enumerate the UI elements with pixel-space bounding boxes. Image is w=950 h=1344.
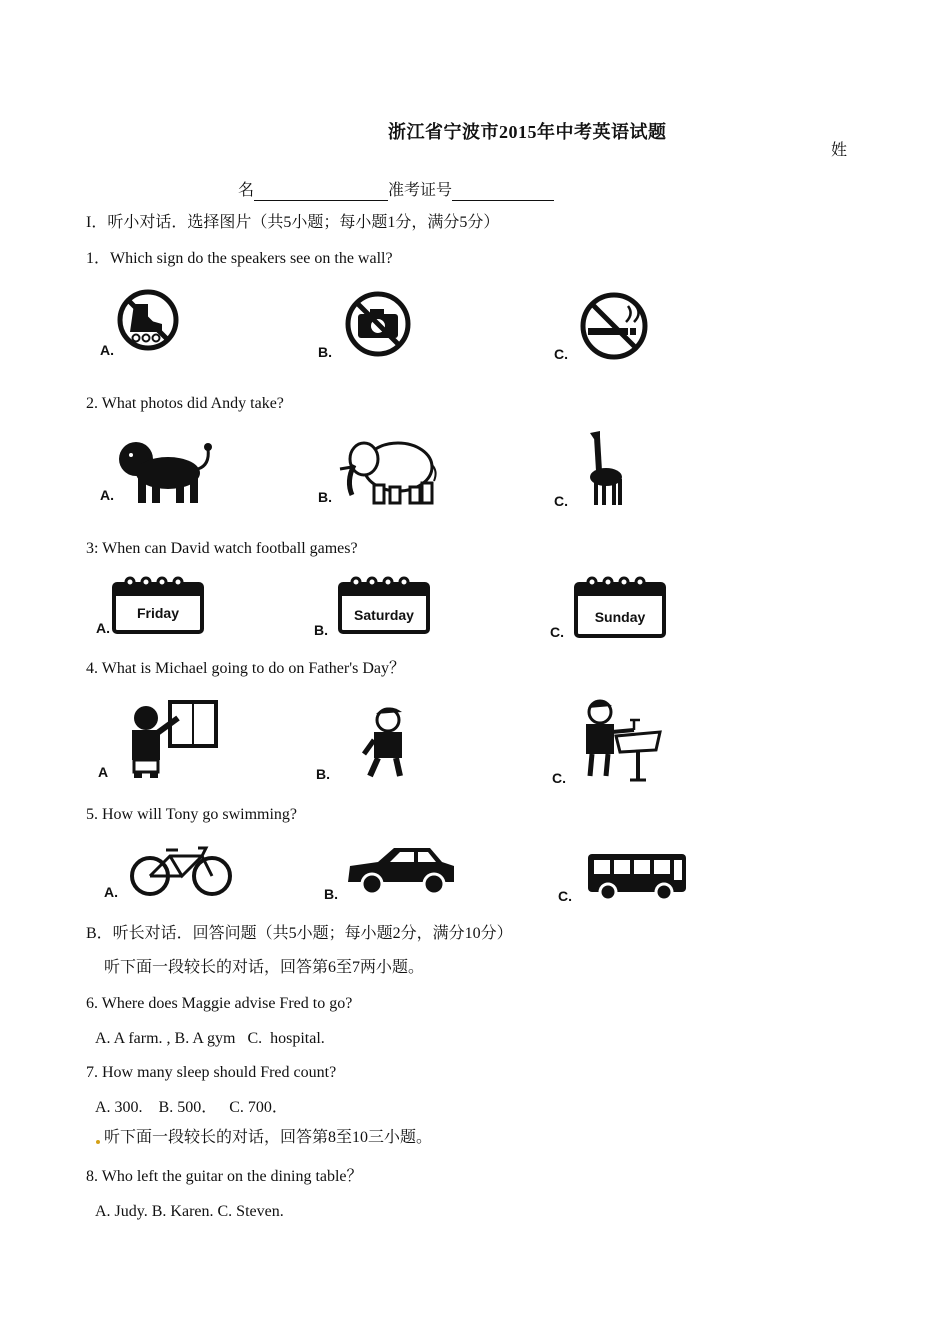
part1-heading: I．听小对话．选择图片（共5小题；每小题1分，满分5分） xyxy=(86,214,500,231)
calendar-friday-text: Friday xyxy=(136,605,180,621)
no-roller-skating-sign-icon xyxy=(86,278,276,368)
exam-id-label: 准考证号 xyxy=(388,182,453,199)
page-title: 浙江省宁波市2015年中考英语试题 xyxy=(388,122,667,142)
part2-heading: B．听长对话．回答问题（共5小题；每小题2分，满分10分） xyxy=(86,925,513,942)
calendar-friday-icon xyxy=(86,570,276,660)
q3-option-c-image[interactable] xyxy=(548,570,738,660)
q3-option-b-label: B. xyxy=(314,622,328,638)
surname-label: 姓 xyxy=(831,142,848,159)
no-camera-sign-icon xyxy=(318,278,508,368)
q2-option-c-image[interactable] xyxy=(554,425,744,515)
question-8: 8. Who left the guitar on the dining table？ xyxy=(86,1168,363,1185)
q2-option-a-label: A. xyxy=(100,487,114,503)
q3-option-c-label: C. xyxy=(550,624,564,640)
question-1: 1．Which sign do the speakers see on the wall? xyxy=(86,250,393,267)
name-blank[interactable] xyxy=(254,184,388,201)
q4-option-b-label: B. xyxy=(316,766,330,782)
question-6: 6. Where does Maggie advise Fred to go? xyxy=(86,995,353,1012)
calendar-sunday-icon xyxy=(548,570,738,660)
q1-option-b-label: B. xyxy=(318,344,332,360)
bus-icon xyxy=(558,838,748,908)
q1-option-b-image[interactable] xyxy=(318,278,508,368)
q2-option-c-label: C. xyxy=(554,493,568,509)
q1-option-c-image[interactable] xyxy=(554,278,744,368)
calendar-saturday-text: Saturday xyxy=(354,607,414,623)
q5-option-c-label: C. xyxy=(558,888,572,904)
q5-option-a-label: A. xyxy=(104,884,118,900)
question-7-options: A. 300. B. 500． C. 700． xyxy=(95,1099,288,1116)
q2-option-a-image[interactable] xyxy=(86,425,276,515)
q2-option-b-label: B. xyxy=(318,489,332,505)
name-field-row xyxy=(238,181,554,201)
giraffe-icon xyxy=(554,425,744,515)
q3-option-a-label: A. xyxy=(96,620,110,636)
exam-id-blank[interactable] xyxy=(452,184,554,201)
q5-option-b-label: B. xyxy=(324,886,338,902)
q5-option-a-image[interactable] xyxy=(86,838,276,928)
accent-dot xyxy=(96,1140,100,1144)
q1-option-a-image[interactable] xyxy=(86,278,276,368)
q4-option-c-label: C. xyxy=(552,770,566,786)
boy-playing-icon xyxy=(316,690,506,790)
question-5: 5. How will Tony go swimming? xyxy=(86,806,298,823)
q5-option-b-image[interactable] xyxy=(322,838,512,928)
q2-option-b-image[interactable] xyxy=(318,425,508,515)
calendar-saturday-icon xyxy=(312,570,502,660)
car-icon xyxy=(322,838,512,908)
q5-option-c-image[interactable] xyxy=(558,838,748,928)
boy-cleaning-window-icon xyxy=(86,690,276,790)
question-4: 4. What is Michael going to do on Father's Day？ xyxy=(86,660,405,677)
q4-option-a-image[interactable] xyxy=(86,690,276,780)
q4-option-a-label: A xyxy=(98,764,109,780)
name-label: 名 xyxy=(238,182,255,199)
q3-option-a-image[interactable] xyxy=(86,570,276,660)
lion-icon xyxy=(86,425,276,515)
q4-option-b-image[interactable] xyxy=(316,690,506,780)
question-3: 3: When can David watch football games? xyxy=(86,540,358,557)
part2-instruction-1: 听下面一段较长的对话，回答第6至7两小题。 xyxy=(104,959,425,976)
question-7: 7. How many sleep should Fred count? xyxy=(86,1064,337,1081)
calendar-sunday-text: Sunday xyxy=(594,609,646,625)
question-6-options: A. A farm. , B. A gym C. hospital. xyxy=(95,1030,325,1047)
no-smoking-sign-icon xyxy=(554,278,744,368)
question-8-options: A. Judy. B. Karen. C. Steven. xyxy=(95,1203,284,1220)
boy-washing-dishes-icon xyxy=(550,690,740,790)
question-2: 2. What photos did Andy take? xyxy=(86,395,284,412)
q4-option-c-image[interactable] xyxy=(550,690,740,786)
q1-option-c-label: C. xyxy=(554,346,568,362)
part2-instruction-2: 听下面一段较长的对话，回答第8至10三小题。 xyxy=(104,1129,433,1146)
q1-option-a-label: A. xyxy=(100,342,114,358)
q3-option-b-image[interactable] xyxy=(312,570,502,660)
elephant-icon xyxy=(318,425,508,515)
